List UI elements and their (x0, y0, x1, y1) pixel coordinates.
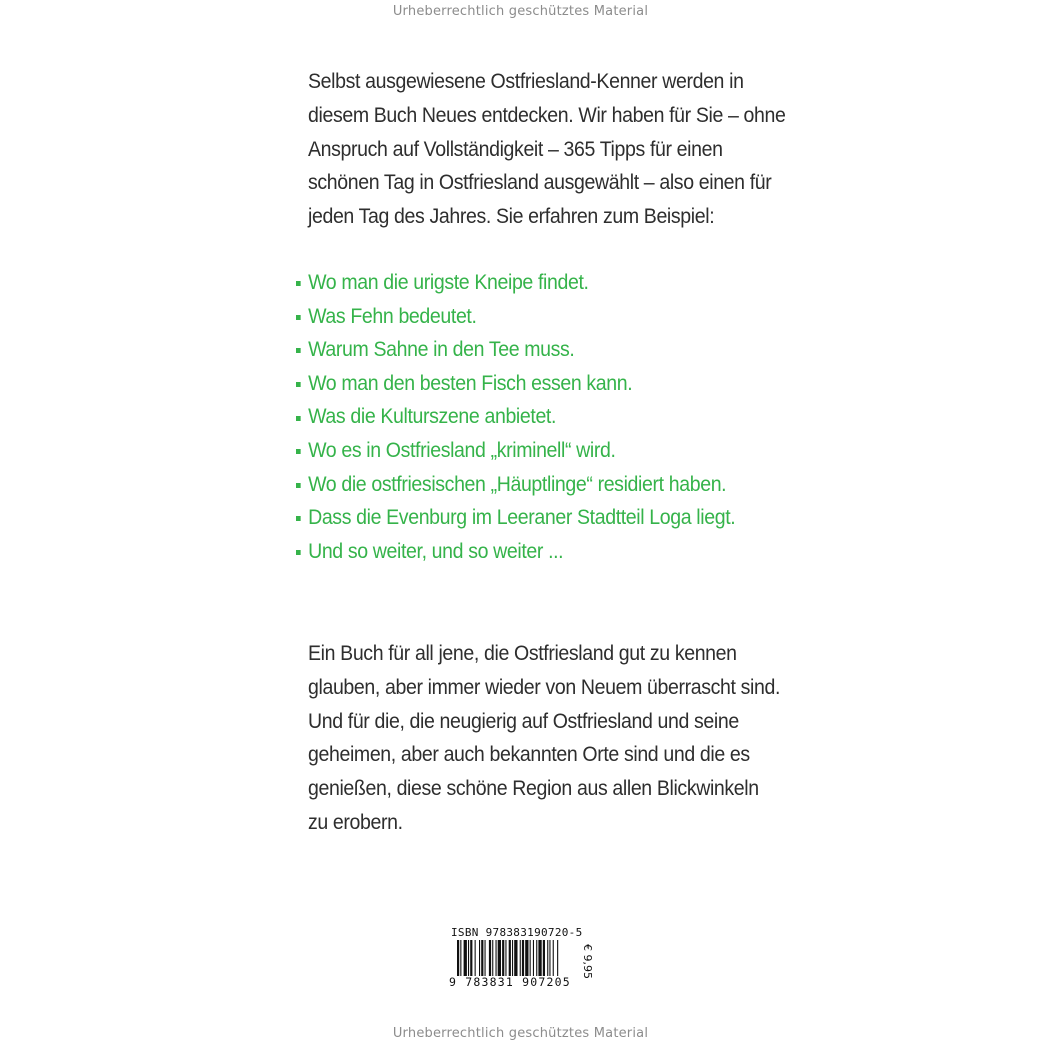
outro-line: Und für die, die neugierig auf Ostfriesland und seine (308, 709, 739, 733)
outro-paragraph (308, 637, 781, 840)
list-item (296, 400, 735, 434)
copyright-watermark-top: Urheberrechtlich geschütztes Material (392, 4, 649, 19)
list-item-text: Wo die ostfriesischen „Häuptlinge“ residiert haben. (308, 472, 727, 496)
bullet-icon (296, 348, 301, 353)
list-item (296, 434, 735, 468)
list-item (296, 333, 735, 367)
list-item (296, 501, 735, 535)
intro-line: Selbst ausgewiesene Ostfriesland-Kenner werden in (308, 70, 744, 93)
list-item (296, 535, 735, 569)
intro-line: schönen Tag in Ostfriesland ausgewählt – also einen für (308, 171, 772, 195)
barcode-icon (457, 940, 593, 976)
bullet-icon (296, 416, 301, 421)
list-item (296, 367, 735, 401)
list-item-text: Und so weiter, und so weiter ... (308, 539, 564, 563)
list-item-text: Wo man die urigste Kneipe findet. (308, 271, 589, 294)
intro-line: jeden Tag des Jahres. Sie erfahren zum Beispiel: (308, 205, 715, 229)
price-label: € 9,95 (581, 944, 594, 979)
intro-line: diesem Buch Neues entdecken. Wir haben für Sie – ohne (308, 103, 786, 127)
barcode-digits: 9 783831 907205 (449, 975, 571, 989)
outro-line: Ein Buch für all jene, die Ostfriesland gut zu kennen (308, 642, 737, 665)
bullet-icon (296, 382, 301, 387)
intro-line: Anspruch auf Vollständigkeit – 365 Tipps für einen (308, 137, 723, 161)
outro-line: zu erobern. (308, 810, 403, 834)
bullet-icon (296, 516, 301, 521)
outro-line: glauben, aber immer wieder von Neuem überrascht sind. (308, 675, 781, 699)
isbn-label: ISBN 978383190720-5 (451, 926, 583, 939)
bullet-icon (296, 315, 301, 320)
outro-line: geheimen, aber auch bekannten Orte sind und die es (308, 743, 750, 767)
bullet-icon (296, 483, 301, 488)
list-item-text: Dass die Evenburg im Leeraner Stadtteil Loga liegt. (308, 506, 736, 530)
bullet-icon (296, 281, 301, 286)
list-item-text: Was Fehn bedeutet. (308, 304, 477, 328)
outro-line: genießen, diese schöne Region aus allen Blickwinkeln (308, 777, 759, 801)
bullet-icon (296, 449, 301, 454)
list-item (296, 468, 735, 502)
list-item-text: Wo man den besten Fisch essen kann. (308, 371, 633, 395)
copyright-watermark-bottom: Urheberrechtlich geschütztes Material (392, 1026, 649, 1041)
list-item-text: Was die Kulturszene anbietet. (308, 405, 557, 429)
bullet-icon (296, 550, 301, 555)
list-item-text: Warum Sahne in den Tee muss. (308, 338, 575, 362)
list-item-text: Wo es in Ostfriesland „kriminell“ wird. (308, 438, 616, 462)
tips-bullet-list (296, 266, 735, 568)
list-item (296, 300, 735, 334)
intro-paragraph (308, 65, 786, 234)
list-item (296, 266, 735, 300)
